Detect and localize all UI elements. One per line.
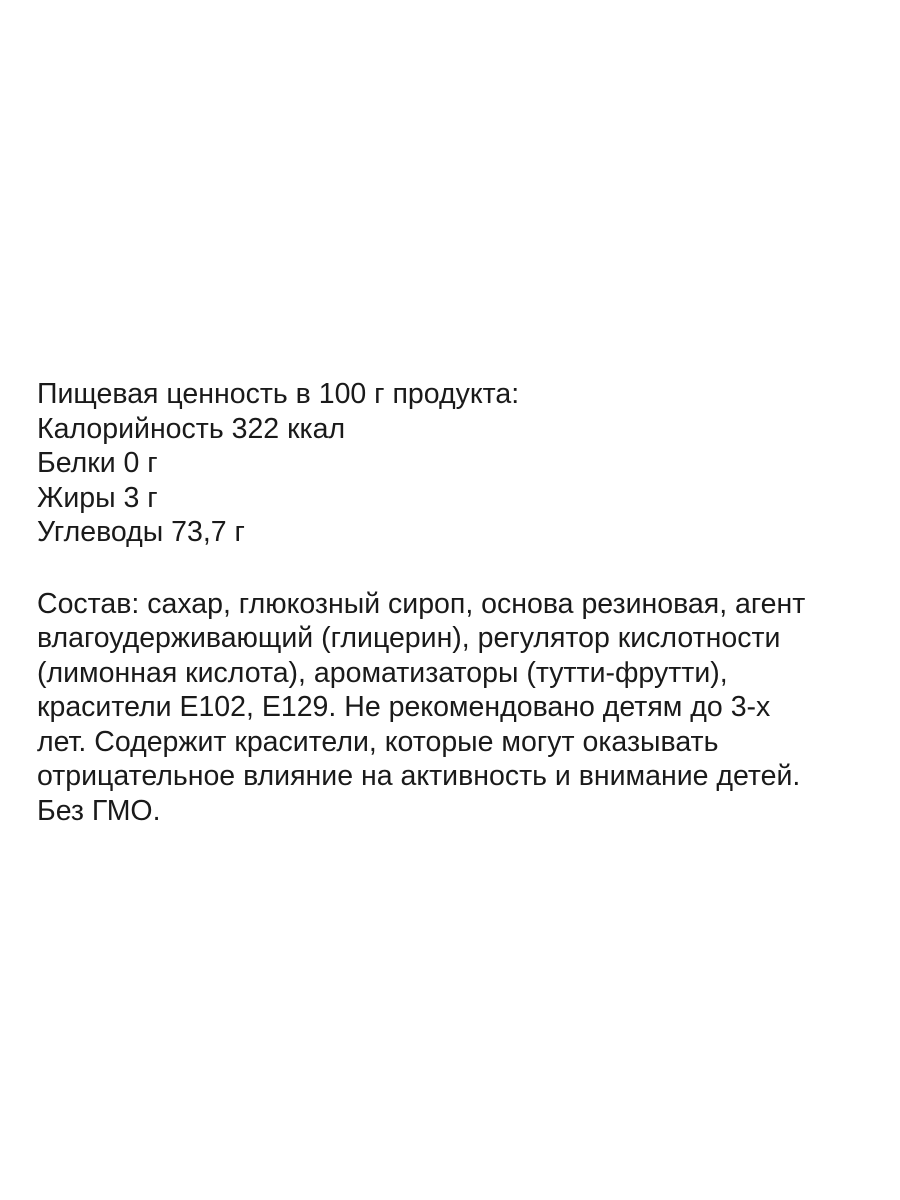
composition-line: отрицательное влияние на активность и внимание детей. [37,760,801,792]
composition-block [37,587,877,829]
protein-line: Белки 0 г [37,447,158,479]
composition-line: лет. Содержит красители, которые могут оказывать [37,725,719,758]
carbohydrates-line: Углеводы 73,7 г [37,516,245,548]
composition-line: (лимонная кислота), ароматизаторы (тутти-фрутти), [37,656,728,689]
composition-line: Состав: сахар, глюкозный сироп, основа резиновая, агент [37,587,806,620]
nutrition-facts-block [37,377,877,550]
composition-line: красители Е102, Е129. Не рекомендовано детям до 3-х [37,691,771,723]
composition-line: Без ГМО. [37,794,161,827]
nutrition-heading: Пищевая ценность в 100 г продукта: [37,378,520,410]
product-info-document [37,377,877,828]
fat-line: Жиры 3 г [37,481,158,514]
calories-line: Калорийность 322 ккал [37,412,346,445]
composition-line: влагоудерживающий (глицерин), регулятор кислотности [37,622,781,654]
